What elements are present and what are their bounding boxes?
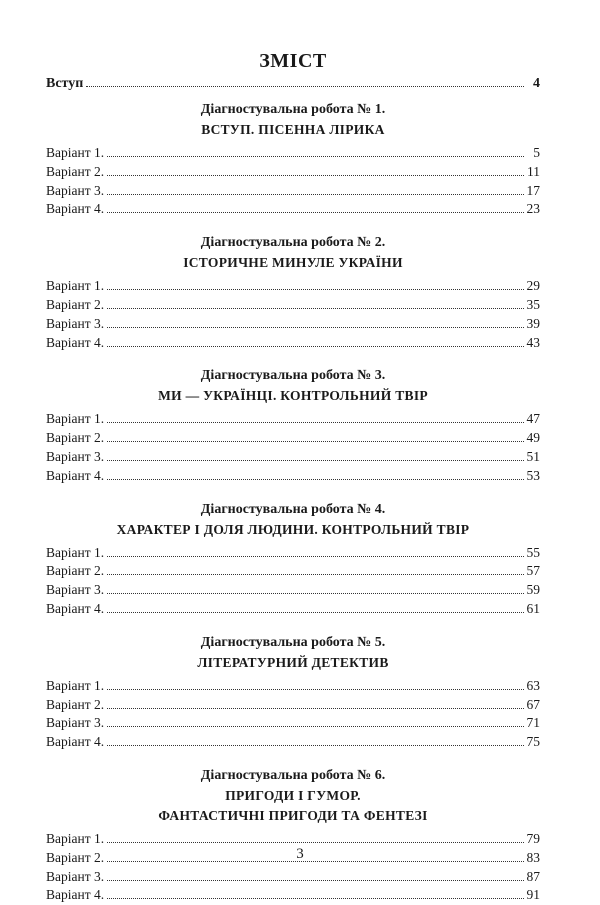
section-entries (46, 144, 540, 219)
section-subtitle: ФАНТАСТИЧНІ ПРИГОДИ ТА ФЕНТЕЗІ (158, 807, 428, 823)
toc-section (46, 100, 540, 219)
toc-entry-label: Варіант 1. (46, 411, 105, 427)
toc-entry-label: Варіант 3. (46, 868, 105, 884)
dot-leader (107, 155, 524, 157)
section-heading: Діагностувальна робота № 5. (200, 634, 386, 650)
section-heading: Діагностувальна робота № 3. (200, 368, 386, 384)
dot-leader (107, 879, 524, 881)
toc-entry (46, 733, 540, 752)
section-heading: Діагностувальна робота № 4. (200, 501, 386, 517)
toc-entry-label: Варіант 2. (46, 563, 105, 579)
toc-entry (46, 544, 540, 563)
dot-leader (107, 611, 524, 613)
toc-entry (46, 600, 540, 619)
toc-title: ЗМІСТ (259, 50, 327, 72)
toc-entry-page: 87 (526, 868, 540, 884)
toc-entry-page: 47 (526, 411, 540, 427)
toc-entry-label: Варіант 4. (46, 887, 105, 903)
toc-entry-page: 57 (526, 563, 540, 579)
toc-intro-entry (46, 74, 540, 94)
toc-entry-page: 29 (526, 278, 540, 294)
toc-entry-label: Варіант 2. (46, 163, 105, 179)
toc-entry (46, 696, 540, 715)
toc-entry (46, 714, 540, 733)
toc-entry (46, 334, 540, 353)
section-entries (46, 677, 540, 752)
dot-leader (107, 688, 524, 690)
dot-leader (107, 193, 524, 195)
toc-entry-page: 71 (526, 715, 540, 731)
toc-entry (46, 886, 540, 905)
toc-entry-label: Варіант 2. (46, 849, 105, 865)
toc-entry (46, 144, 540, 163)
toc-section (46, 233, 540, 352)
toc-page (46, 48, 540, 905)
toc-entry-label: Варіант 4. (46, 734, 105, 750)
toc-entry (46, 429, 540, 448)
toc-entry-label: Вступ (46, 76, 84, 91)
toc-entry-page: 4 (533, 76, 540, 91)
section-entries (46, 277, 540, 352)
toc-entry-label: Варіант 4. (46, 201, 105, 217)
toc-entry-label: Варіант 2. (46, 296, 105, 312)
toc-entry (46, 315, 540, 334)
toc-entry-page: 49 (526, 430, 540, 446)
toc-entry (46, 467, 540, 486)
section-heading: Діагностувальна робота № 1. (200, 102, 386, 117)
section-entries (46, 410, 540, 485)
dot-leader (107, 440, 524, 442)
dot-leader (107, 897, 524, 899)
toc-entry-page: 17 (526, 182, 540, 198)
toc-entry-label: Варіант 3. (46, 448, 105, 464)
toc-entry-label: Варіант 1. (46, 830, 105, 846)
section-spacer (46, 752, 540, 766)
toc-entry-page: 39 (526, 315, 540, 331)
dot-leader (107, 211, 524, 213)
toc-entry-label: Варіант 4. (46, 600, 105, 616)
toc-section (46, 500, 540, 619)
toc-entry-label: Варіант 1. (46, 145, 105, 160)
section-spacer (46, 486, 540, 500)
toc-entry-label: Варіант 1. (46, 544, 105, 560)
toc-entry-label: Варіант 4. (46, 467, 105, 483)
toc-section (46, 766, 540, 905)
toc-entry-page: 23 (526, 201, 540, 217)
section-subtitle: ІСТОРИЧНЕ МИНУЛЕ УКРАЇНИ (183, 255, 403, 271)
toc-entry (46, 296, 540, 315)
toc-entry (46, 277, 540, 296)
toc-entry-page: 55 (526, 544, 540, 560)
toc-entry-page: 53 (526, 467, 540, 483)
toc-entry-page: 11 (527, 163, 540, 179)
dot-leader (107, 707, 524, 709)
dot-leader (107, 555, 524, 557)
section-entries (46, 544, 540, 619)
toc-entry-page: 51 (526, 448, 540, 464)
dot-leader (107, 478, 524, 480)
section-heading: Діагностувальна робота № 6. (200, 767, 386, 783)
dot-leader (107, 421, 524, 423)
dot-leader (107, 307, 524, 309)
dot-leader (107, 744, 524, 746)
dot-leader (107, 345, 524, 347)
toc-entry-label: Варіант 3. (46, 582, 105, 598)
toc-entry-label: Варіант 3. (46, 715, 105, 731)
toc-entry-page: 63 (526, 677, 540, 693)
toc-entry (46, 182, 540, 201)
dot-leader (107, 174, 524, 176)
toc-entry-page: 79 (526, 830, 540, 846)
toc-entry (46, 581, 540, 600)
toc-entry-page: 75 (526, 734, 540, 750)
toc-entry (46, 163, 540, 182)
toc-entry (46, 410, 540, 429)
section-spacer (46, 619, 540, 633)
toc-entry-label: Варіант 1. (46, 278, 105, 294)
toc-entry-page: 91 (526, 887, 540, 903)
dot-leader (107, 841, 524, 843)
toc-entry-page: 83 (526, 849, 540, 865)
toc-section (46, 366, 540, 485)
toc-entry (46, 562, 540, 581)
section-spacer (46, 352, 540, 366)
toc-entry-page: 5 (533, 145, 540, 160)
section-subtitle: ПРИГОДИ І ГУМОР. (225, 787, 361, 803)
toc-entry (46, 677, 540, 696)
dot-leader (107, 326, 524, 328)
toc-entry-page: 35 (526, 296, 540, 312)
dot-leader (107, 573, 524, 575)
section-entries (46, 830, 540, 905)
toc-entry-label: Варіант 2. (46, 430, 105, 446)
toc-entry-label: Варіант 4. (46, 334, 105, 350)
toc-entry (46, 868, 540, 887)
toc-section (46, 633, 540, 752)
dot-leader (107, 459, 524, 461)
section-spacer (46, 219, 540, 233)
toc-entry-page: 67 (526, 696, 540, 712)
toc-entry-page: 59 (526, 582, 540, 598)
toc-entry-page: 43 (526, 334, 540, 350)
section-subtitle: МИ — УКРАЇНЦІ. КОНТРОЛЬНИЙ ТВІР (158, 388, 428, 404)
toc-entry-label: Варіант 3. (46, 182, 105, 198)
dot-leader (107, 725, 524, 727)
toc-entry (46, 448, 540, 467)
page-number: 3 (296, 846, 304, 862)
toc-entry (46, 200, 540, 219)
dot-leader (86, 85, 524, 87)
section-heading: Діагностувальна робота № 2. (200, 235, 386, 251)
toc-entry-page: 61 (526, 600, 540, 616)
toc-entry-label: Варіант 2. (46, 696, 105, 712)
section-subtitle: ВСТУП. ПІСЕННА ЛІРИКА (201, 122, 385, 137)
dot-leader (107, 592, 524, 594)
section-subtitle: ХАРАКТЕР І ДОЛЯ ЛЮДИНИ. КОНТРОЛЬНИЙ ТВІР (116, 521, 470, 537)
toc-sections (46, 100, 540, 905)
dot-leader (107, 288, 524, 290)
section-subtitle: ЛІТЕРАТУРНИЙ ДЕТЕКТИВ (197, 654, 389, 670)
toc-entry-label: Варіант 1. (46, 677, 105, 693)
toc-entry-label: Варіант 3. (46, 315, 105, 331)
